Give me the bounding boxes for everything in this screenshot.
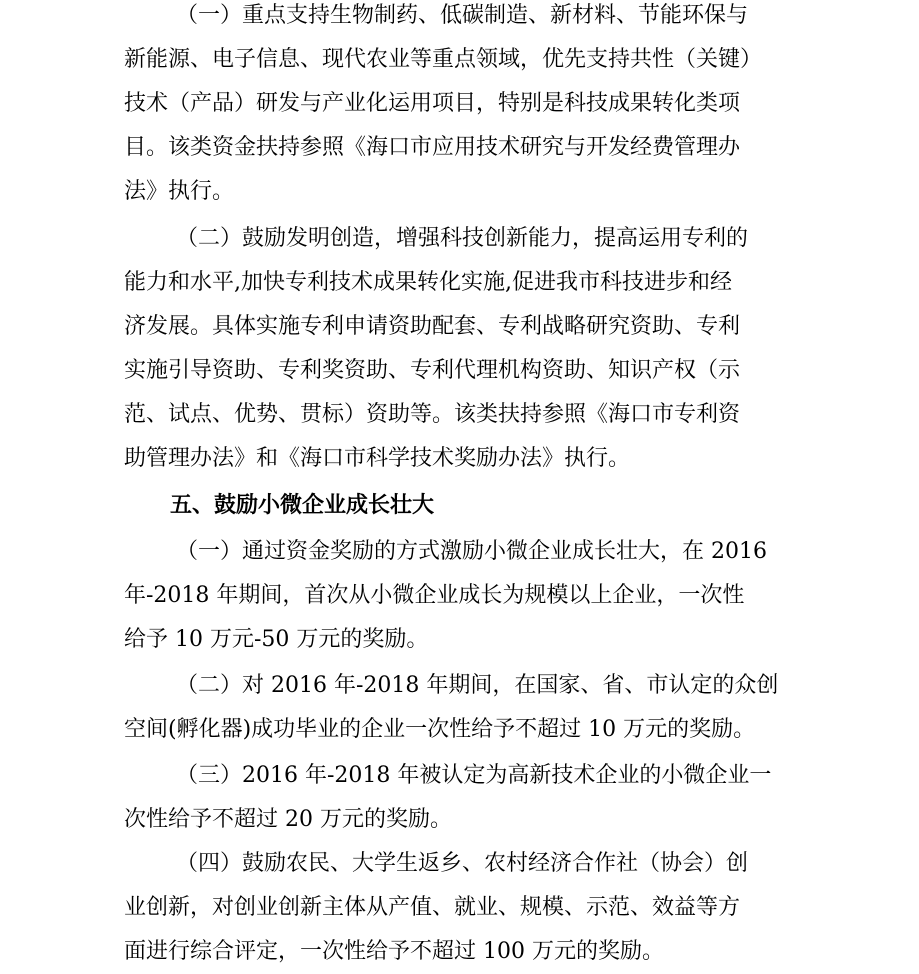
para2-line-6: 助管理办法》和《海口市科学技术奖励办法》执行。	[124, 446, 631, 471]
para5-line-1: （三）2016 年-2018 年被认定为高新技术企业的小微企业一	[176, 763, 772, 788]
para1-line-4: 目。该类资金扶持参照《海口市应用技术研究与开发经费管理办	[124, 135, 741, 160]
para3-line-3: 给予 10 万元-50 万元的奖励。	[124, 627, 429, 652]
para6-line-1: （四）鼓励农民、大学生返乡、农村经济合作社（协会）创	[176, 851, 749, 876]
para2-line-4: 实施引导资助、专利奖资助、专利代理机构资助、知识产权（示	[124, 358, 741, 383]
para3-line-1: （一）通过资金奖励的方式激励小微企业成长壮大，在 2016	[176, 539, 767, 564]
para2-line-5: 范、试点、优势、贯标）资助等。该类扶持参照《海口市专利资	[124, 402, 741, 427]
para1-line-5: 法》执行。	[124, 179, 235, 204]
para1-line-1: （一）重点支持生物制药、低碳制造、新材料、节能环保与	[176, 3, 749, 28]
para6-line-2: 业创新，对创业创新主体从产值、就业、规模、示范、效益等方	[124, 895, 741, 920]
para4-line-2: 空间(孵化器)成功毕业的企业一次性给予不超过 10 万元的奖励。	[124, 717, 756, 742]
para2-line-3: 济发展。具体实施专利申请资助配套、专利战略研究资助、专利	[124, 314, 741, 339]
para1-line-3: 技术（产品）研发与产业化运用项目，特别是科技成果转化类项	[124, 91, 741, 116]
para2-line-1: （二）鼓励发明创造，增强科技创新能力，提高运用专利的	[176, 226, 749, 251]
para6-line-3: 面进行综合评定，一次性给予不超过 100 万元的奖励。	[124, 939, 664, 964]
para1-line-2: 新能源、电子信息、现代农业等重点领域，优先支持共性（关键）	[124, 47, 763, 72]
para5-line-2: 次性给予不超过 20 万元的奖励。	[124, 807, 452, 832]
section-heading: 五、鼓励小微企业成长壮大	[170, 493, 435, 518]
para3-line-2: 年-2018 年期间，首次从小微企业成长为规模以上企业，一次性	[124, 583, 745, 608]
para2-line-2: 能力和水平,加快专利技术成果转化实施,促进我市科技进步和经	[124, 270, 732, 295]
para4-line-1: （二）对 2016 年-2018 年期间，在国家、省、市认定的众创	[176, 673, 779, 698]
